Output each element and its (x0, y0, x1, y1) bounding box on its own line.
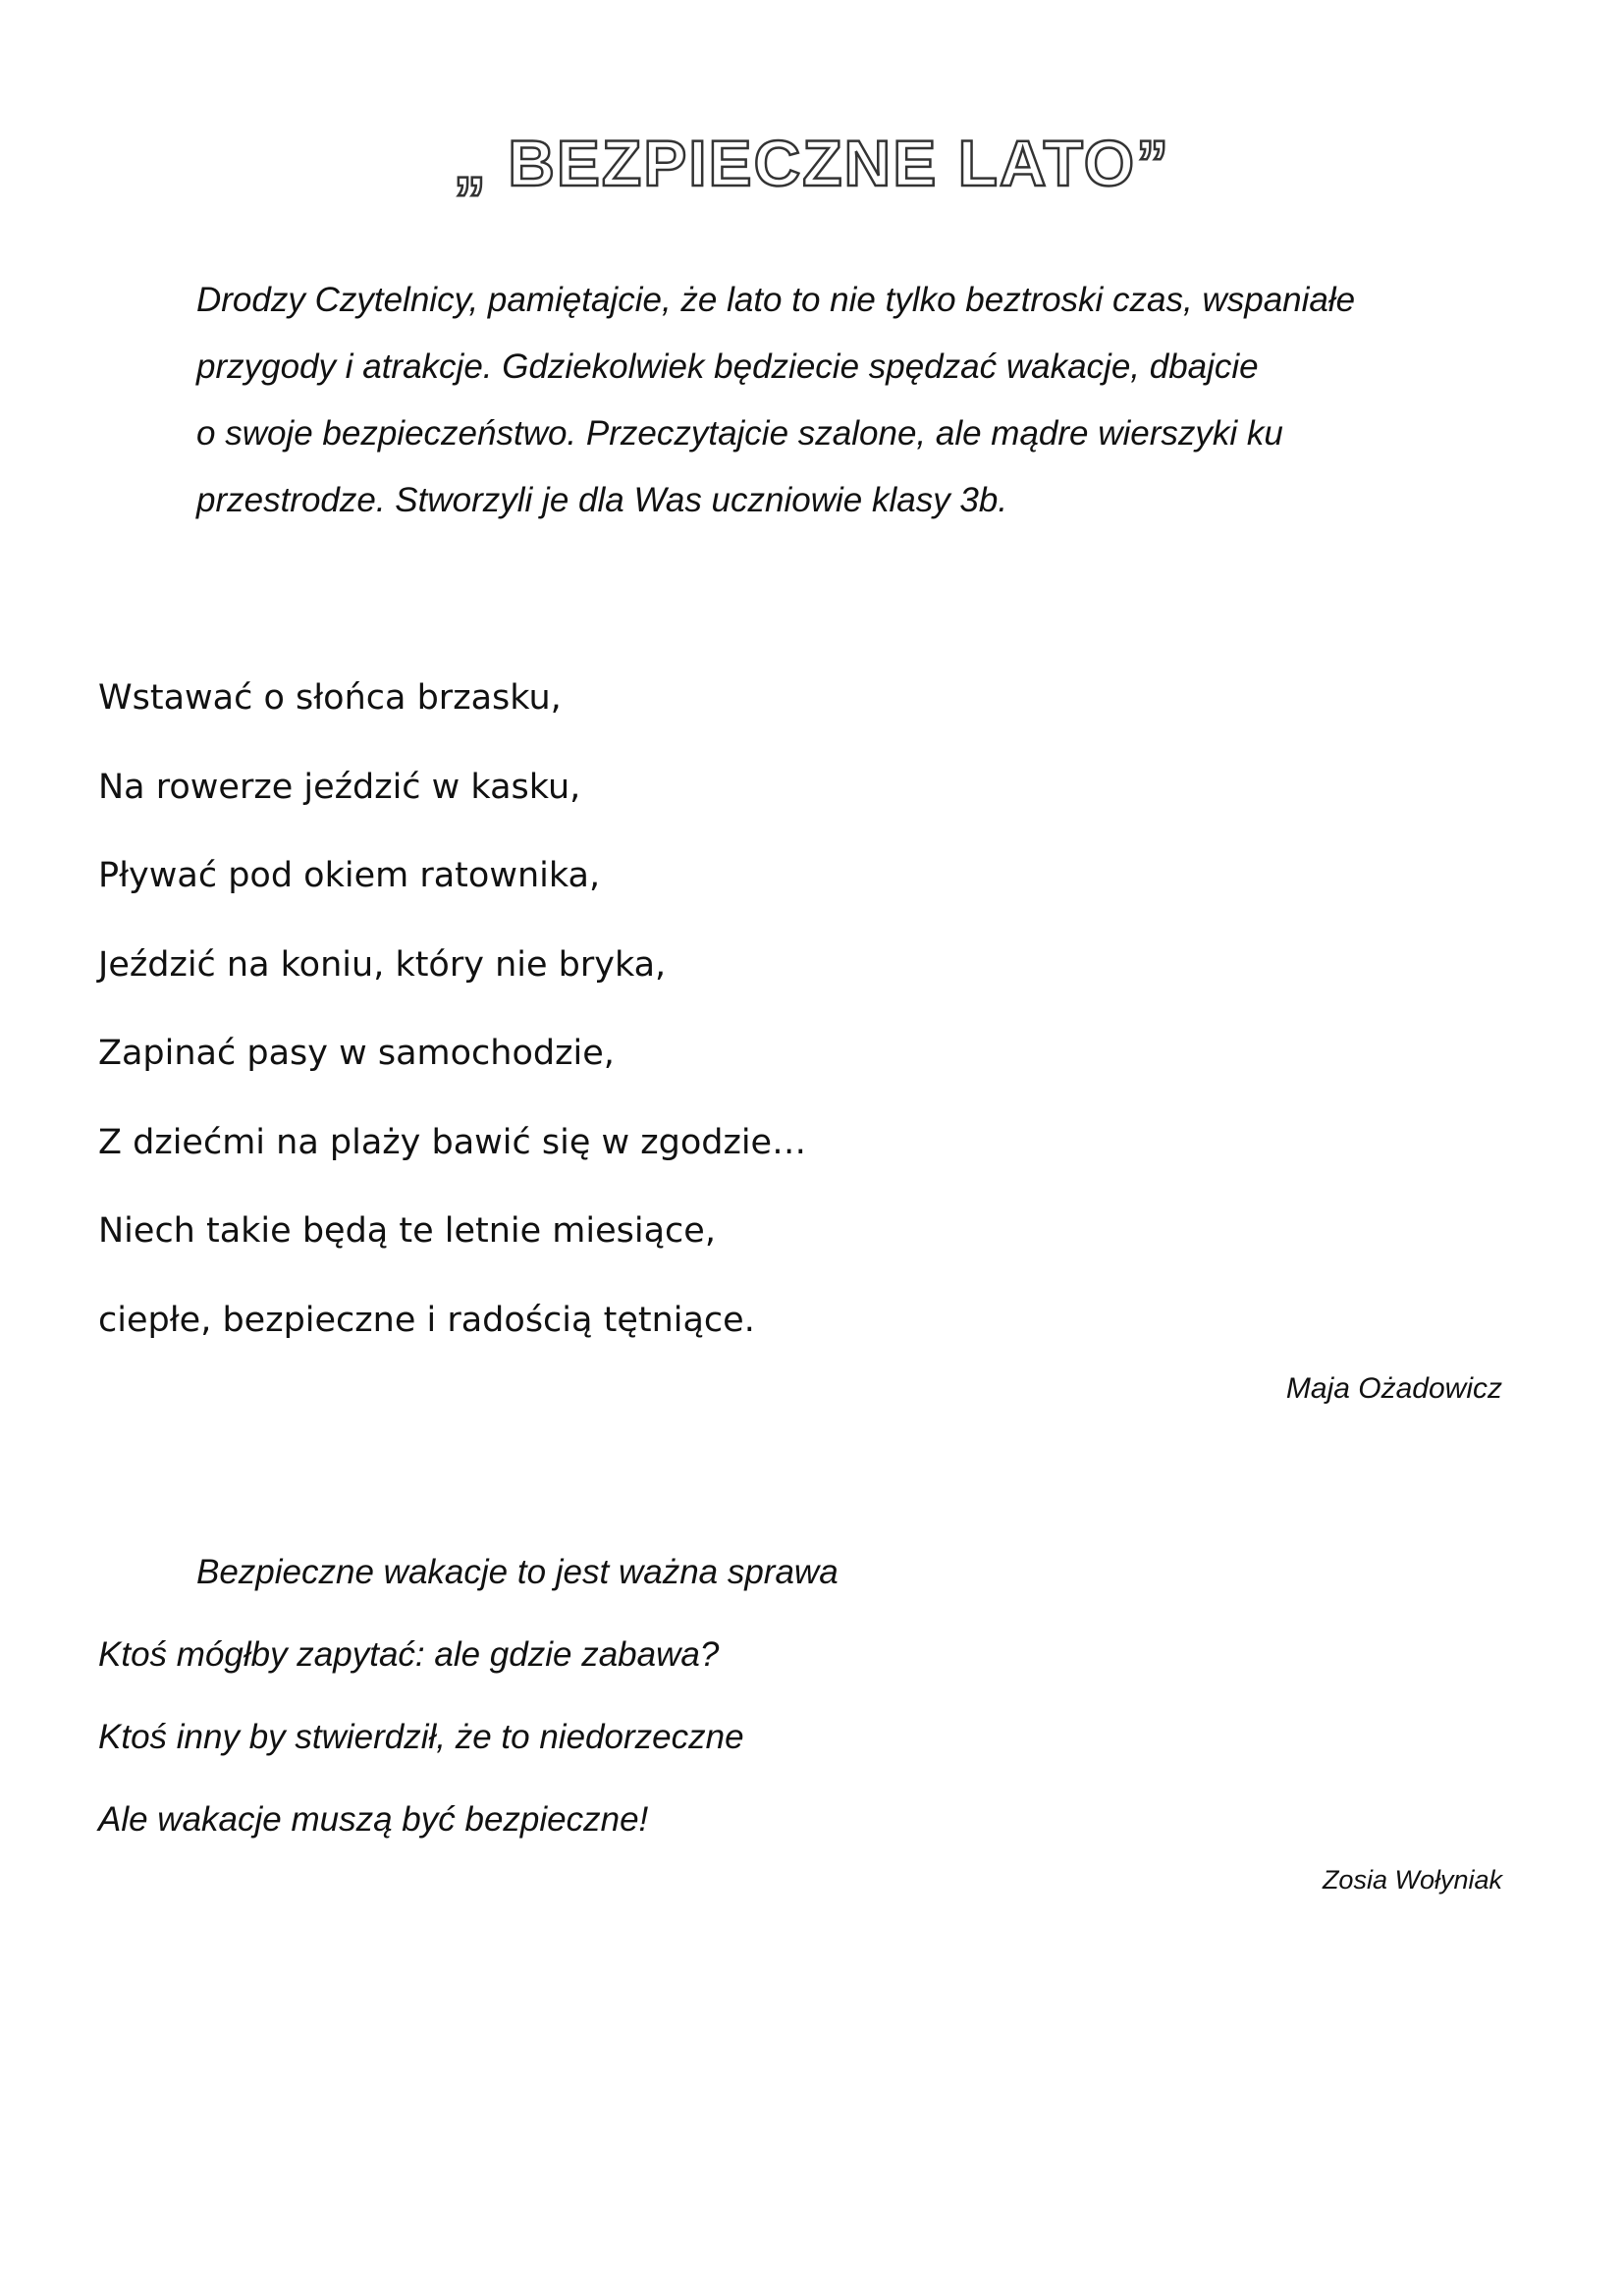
poem-line: Zapinać pasy w samochodzie, (98, 1034, 615, 1073)
poem-line: Ktoś mógłby zapytać: ale gdzie zabawa? (98, 1635, 720, 1674)
intro-line: o swoje bezpieczeństwo. Przeczytajcie szalone, ale mądre wierszyki ku (196, 414, 1283, 453)
intro-line: Drodzy Czytelnicy, pamiętajcie, że lato to nie tylko beztroski czas, wspaniałe (196, 281, 1356, 319)
poem-one (98, 654, 806, 1364)
page-title: „ BEZPIECZNE LATO” (453, 127, 1171, 199)
poem-line: Ktoś inny by stwierdził, że to niedorzeczne (98, 1718, 744, 1756)
poem-line: Pływać pod okiem ratownika, (98, 856, 601, 895)
poem-line: Bezpieczne wakacje to jest ważna sprawa (196, 1553, 839, 1591)
intro-paragraph (196, 267, 1532, 534)
intro-line: przygody i atrakcje. Gdziekolwiek będziecie spędzać wakacje, dbajcie (196, 347, 1259, 386)
intro-line: przestrodze. Stworzyli je dla Was uczniowie klasy 3b. (196, 481, 1008, 519)
poem-line: Na rowerze jeździć w kasku, (98, 767, 581, 807)
poem-two (98, 1531, 839, 1861)
poem-line: ciepłe, bezpieczne i radością tętniące. (98, 1300, 755, 1340)
poem-one-author: Maja Ożadowicz (1285, 1372, 1502, 1405)
poem-two-author: Zosia Wołyniak (1322, 1865, 1502, 1895)
poem-line: Wstawać o słońca brzasku, (98, 678, 562, 718)
poem-line: Jeździć na koniu, który nie bryka, (98, 944, 667, 985)
poem-line: Ale wakacje muszą być bezpieczne! (98, 1800, 649, 1839)
poem-line: Niech takie będą te letnie miesiące, (98, 1211, 716, 1251)
poem-line: Z dziećmi na plaży bawić się w zgodzie… (98, 1122, 807, 1162)
